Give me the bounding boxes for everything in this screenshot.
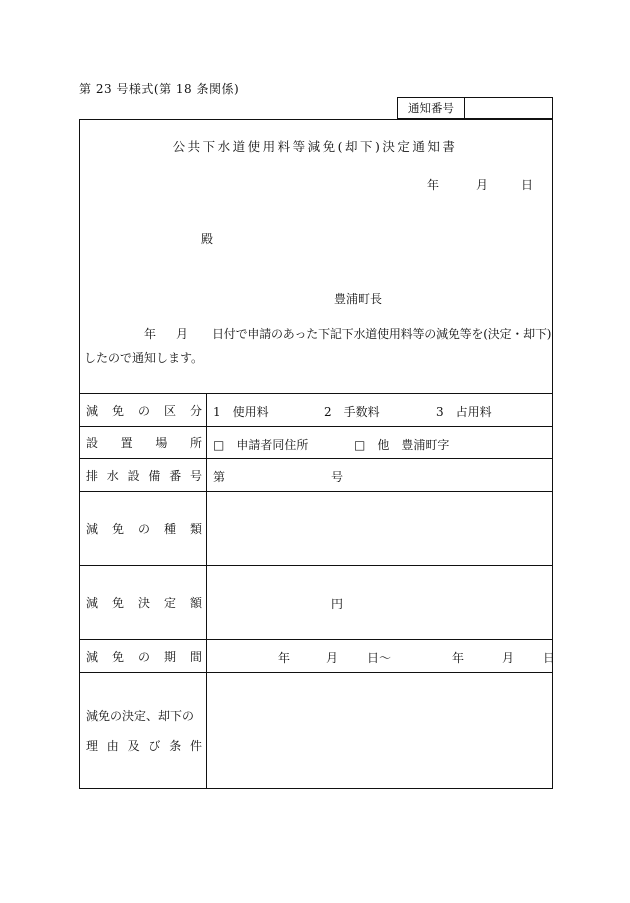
amount-label: 減免決定額 (80, 566, 207, 640)
row-location (80, 427, 553, 459)
reason-field[interactable] (207, 673, 553, 789)
row-drain-number (80, 459, 553, 492)
type-label: 減免の種類 (80, 492, 207, 566)
category-option-2: 2 手数料 (324, 405, 380, 419)
notice-number-box (397, 97, 553, 119)
reason-label-line1: 減免の決定、却下の (86, 708, 195, 723)
body-line1: 日付で申請のあった下記下水道使用料等の減免等を(決定・却下) (212, 327, 552, 341)
issuer-name: 豊浦町長 (334, 292, 383, 306)
drain-number-suffix: 号 (331, 470, 344, 484)
location-label: 設置場所 (80, 427, 207, 459)
date-month: 月 (476, 178, 489, 192)
body-line2: したので通知します。 (84, 351, 204, 365)
period-end-month: 月 (502, 651, 515, 665)
notice-number-field[interactable] (465, 98, 552, 118)
date-day: 日 (521, 178, 534, 192)
row-type (80, 492, 553, 566)
row-category (80, 394, 553, 427)
form-number-label: 第 23 号様式(第 18 条関係) (79, 82, 240, 96)
addressee-suffix: 殿 (201, 232, 214, 246)
drain-number-label: 排水設備番号 (80, 459, 207, 492)
period-start-month: 月 (326, 651, 339, 665)
row-amount (80, 566, 553, 640)
period-label: 減免の期間 (80, 640, 207, 673)
period-end-day: 日 (543, 651, 556, 665)
notice-number-label: 通知番号 (398, 98, 465, 118)
period-start-year: 年 (278, 651, 291, 665)
location-option-other[interactable]: □ 他 豊浦町字 (354, 438, 450, 452)
location-option-same[interactable]: □ 申請者同住所 (213, 438, 309, 452)
row-reason (80, 673, 553, 789)
reason-label-line2: 理由及び条件 (86, 738, 202, 753)
details-table (79, 393, 556, 789)
period-start-day: 日〜 (367, 651, 392, 665)
category-option-1: 1 使用料 (213, 405, 269, 419)
date-year: 年 (427, 178, 440, 192)
drain-number-prefix: 第 (213, 470, 226, 484)
document-title: 公共下水道使用料等減免(却下)決定通知書 (172, 139, 458, 154)
row-period (80, 640, 553, 673)
amount-unit: 円 (331, 597, 344, 611)
reason-label (80, 673, 207, 789)
category-option-3: 3 占用料 (436, 405, 492, 419)
body-month: 月 (176, 327, 189, 341)
body-year: 年 (144, 327, 157, 341)
category-label: 減免の区分 (80, 394, 207, 427)
period-end-year: 年 (452, 651, 465, 665)
type-field[interactable] (207, 492, 553, 566)
